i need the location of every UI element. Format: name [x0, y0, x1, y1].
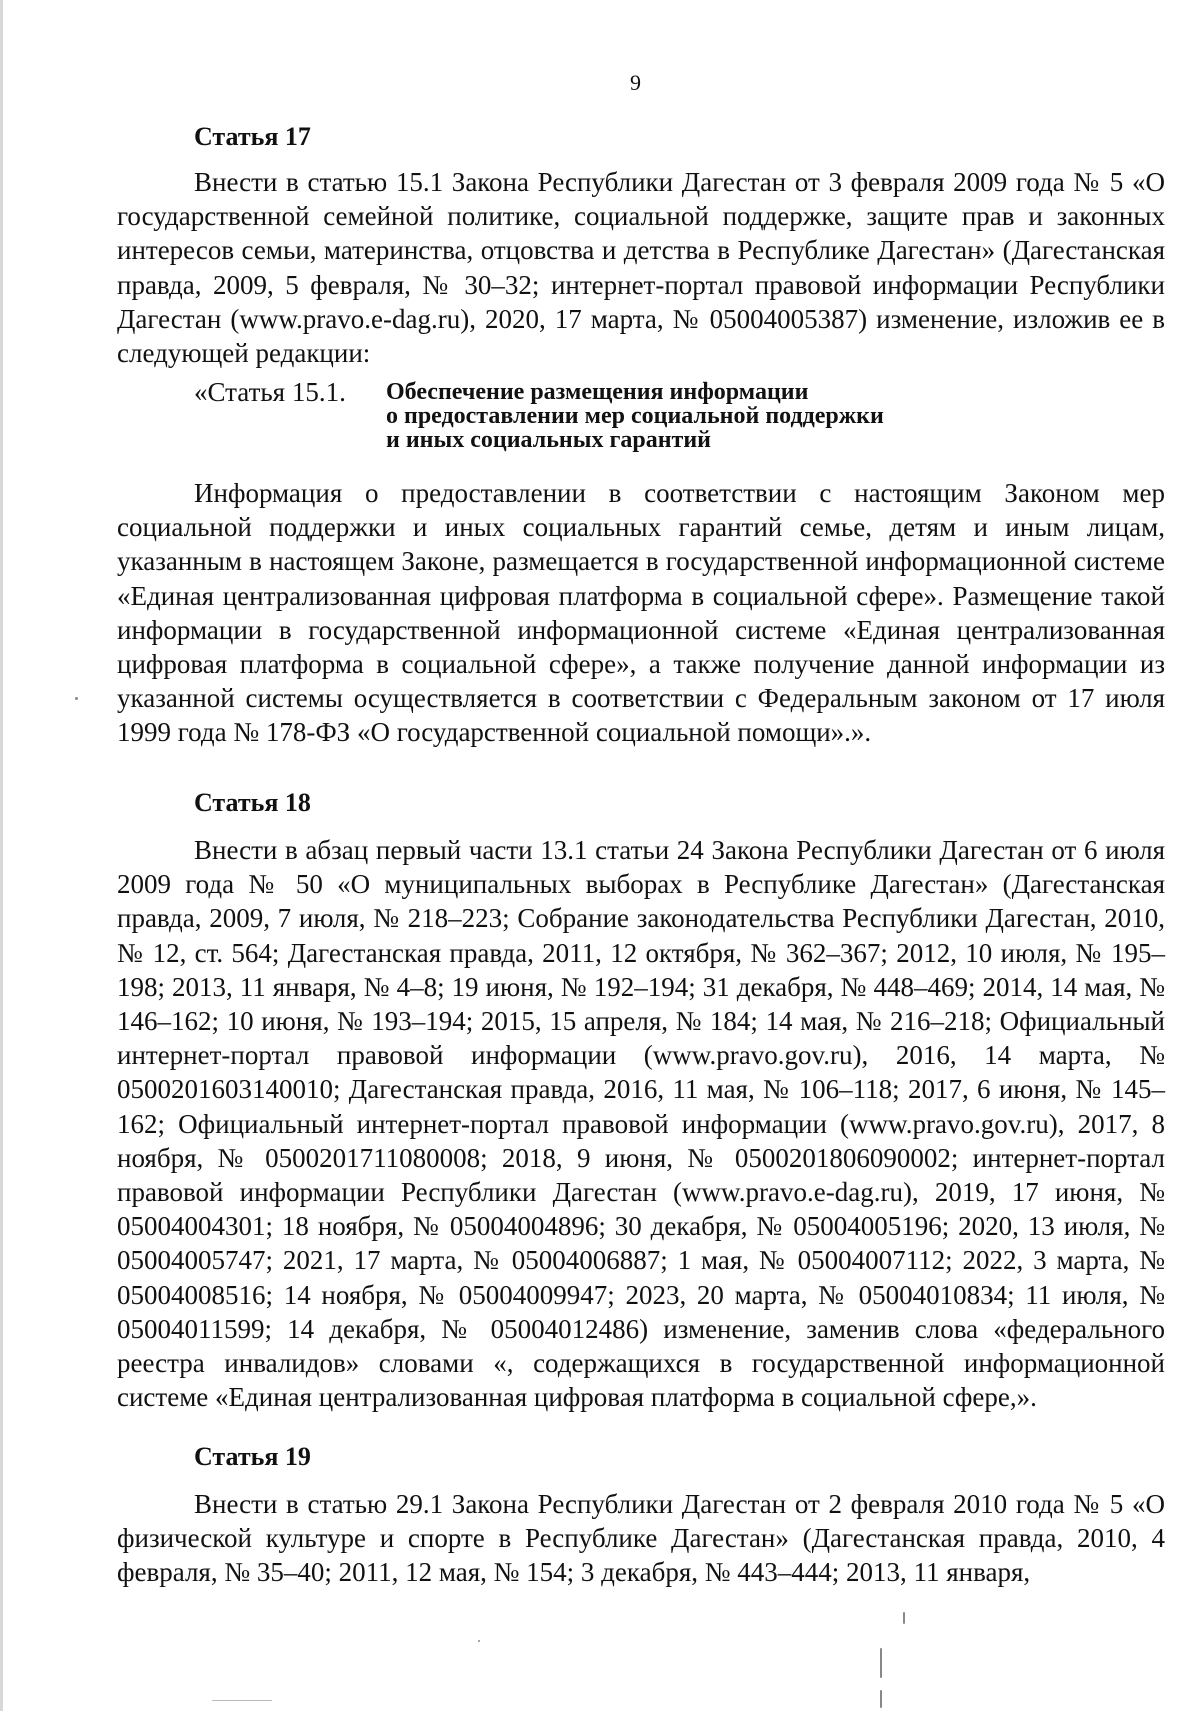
article-18-body: Внести в абзац первый части 13.1 статьи 24 Закона Республики Дагестан от 6 июля 2009 года № 50 «О муниципальных выборах в Республике Дагестан» (Дагестанская правда, 2009, 7 июля, № 218–223; Собрание законодательства Республики Дагестан, 2010, № 12, ст. 564; Дагестанская правда, 2011, 12 октября, № 362–367; 2012, 10 июля, № 195–198; 2013, 11 января, № 4–8; 19 июня, № 192–194; 31 декабря, № 448–469; 2014, 14 мая, № 146–162; 10 июня, № 193–194; 2015, 15 апреля, № 184; 14 мая, № 216–218; Официальный интернет-портал правовой информации (www.pravo.gov.ru), 2016, 14 марта, № 0500201603140010; Дагестанская правда, 2016, 11 мая, № 106–118; 2017, 6 июня, № 145–162; Официальный интернет-портал правовой информации (www.pravo.gov.ru), 2017, 8 ноября, № 0500201711080008; 2018, 9 июня, № 0500201806090002; интернет-портал правовой информации Республики Дагестан (www.pravo.e-dag.ru), 2019, 17 июня, № 05004004301; 18 ноября, № 05004004896; 30 декабря, № 05004005196; 2020, 13 июля, № 05004005747; 2021, 17 марта, № 05004006887; 1 мая, № 05004007112; 2022, 3 марта, № 05004008516; 14 ноября, № 05004009947; 2023, 20 марта, № 05004010834; 11 июля, № 05004011599; 14 декабря, № 05004012486) изменение, заменив слова «федерального реестра инвалидов» словами «, содержащихся в государственной информационной системе «Единая централизованная цифровая платформа в социальной сфере,».: [117, 835, 1165, 1413]
quoted-article-bold-title: [386, 380, 884, 452]
article-18-heading: Статья 18: [194, 788, 311, 817]
scan-edge: [0, 0, 3, 1711]
scan-speck: [75, 697, 78, 700]
scan-speck: [903, 1612, 905, 1624]
scan-speck: [478, 1640, 480, 1642]
article-17-heading: Статья 17: [194, 122, 311, 151]
scan-speck: [880, 1648, 882, 1678]
article-17-body-block: [117, 476, 1165, 750]
article-17-intro-block: [117, 165, 1165, 370]
scan-speck: [880, 1690, 882, 1708]
article-17-body: Информация о предоставлении в соответствии с настоящим Законом мер социальной поддержки и иных социальных гарантий семье, детям и иным лицам, указанным в настоящем Законе, размещается в государственной информационной системе «Единая централизованная цифровая платформа в социальной сфере». Размещение такой информации в государственной информационной системе «Единая централизованная цифровая платформа в социальной сфере», а также получение данной информации из указанной системы осуществляется в соответствии с Федеральным законом от 17 июля 1999 года № 178-ФЗ «О государственной социальной помощи».».: [117, 478, 1165, 748]
quoted-title-line-2: о предоставлении мер социальной поддержки: [386, 403, 884, 429]
quoted-article-label: «Статья 15.1.: [194, 377, 346, 407]
article-18-body-block: [117, 833, 1165, 1414]
quoted-title-line-3: и иных социальных гарантий: [386, 427, 711, 453]
quoted-title-line-1: Обеспечение размещения информации: [386, 379, 809, 405]
article-19-heading: Статья 19: [194, 1442, 311, 1471]
article-19-body: Внести в статью 29.1 Закона Республики Дагестан от 2 февраля 2010 года № 5 «О физической культуре и спорте в Республике Дагестан» (Дагестанская правда, 2010, 4 февраля, № 35–40; 2011, 12 мая, № 154; 3 декабря, № 443–444; 2013, 11 января,: [117, 1489, 1165, 1588]
article-19-body-block: [117, 1487, 1165, 1590]
article-17-intro: Внести в статью 15.1 Закона Республики Дагестан от 3 февраля 2009 года № 5 «О государственной семейной политике, социальной поддержке, защите прав и законных интересов семьи, материнства, отцовства и детства в Республике Дагестан» (Дагестанская правда, 2009, 5 февраля, № 30–32; интернет-портал правовой информации Республики Дагестан (www.pravo.e-dag.ru), 2020, 17 марта, № 05004005387) изменение, изложив ее в следующей редакции:: [117, 167, 1165, 369]
page-number: 9: [630, 70, 641, 95]
scan-speck: [212, 1700, 272, 1701]
